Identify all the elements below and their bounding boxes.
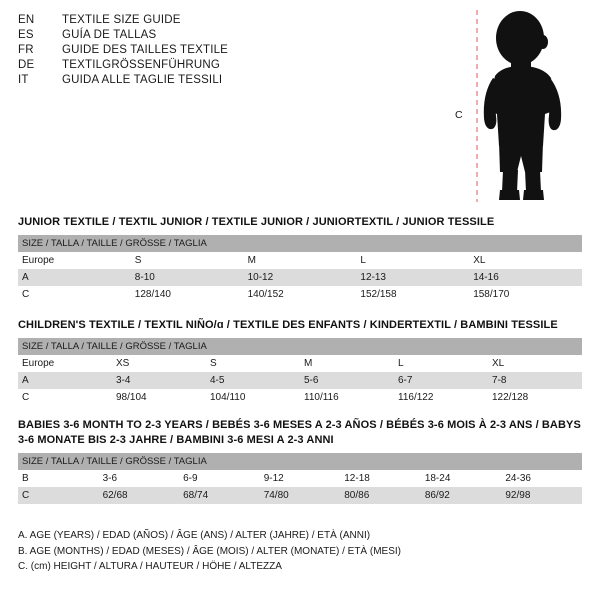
row-label: A bbox=[18, 269, 131, 286]
language-code: EN bbox=[18, 14, 35, 26]
row-cell: XS bbox=[112, 355, 206, 372]
row-cell: 80/86 bbox=[340, 487, 421, 504]
row-cell: 8-10 bbox=[131, 269, 244, 286]
row-cell: 4-5 bbox=[206, 372, 300, 389]
table-row bbox=[18, 470, 582, 487]
row-cell: 152/158 bbox=[356, 286, 469, 303]
section-title-children: CHILDREN'S TEXTILE / TEXTIL NIÑO/ɑ / TEXTILE DES ENFANTS / KINDERTEXTIL / BAMBINI TESSILE bbox=[18, 319, 558, 331]
row-cell: 116/122 bbox=[394, 389, 488, 406]
row-cell: 9-12 bbox=[260, 470, 341, 487]
row-cell: 12-13 bbox=[356, 269, 469, 286]
row-cell: XL bbox=[488, 355, 582, 372]
language-code: IT bbox=[18, 74, 29, 86]
row-label: Europe bbox=[18, 252, 131, 269]
row-label: C bbox=[18, 286, 131, 303]
table-row bbox=[18, 252, 582, 269]
toddler-figure bbox=[455, 6, 590, 206]
language-row bbox=[18, 74, 438, 86]
children-size-table bbox=[18, 338, 582, 406]
section-children bbox=[18, 318, 582, 406]
section-junior bbox=[18, 215, 582, 303]
table-row bbox=[18, 355, 582, 372]
silhouette-body bbox=[484, 11, 561, 200]
row-cell: 14-16 bbox=[469, 269, 582, 286]
row-cell: 24-36 bbox=[501, 470, 582, 487]
row-cell: 3-4 bbox=[112, 372, 206, 389]
table-header-label: SIZE / TALLA / TAILLE / GRÖSSE / TAGLIA bbox=[18, 235, 582, 252]
row-cell: XL bbox=[469, 252, 582, 269]
row-cell: 122/128 bbox=[488, 389, 582, 406]
row-cell: S bbox=[206, 355, 300, 372]
language-code: DE bbox=[18, 59, 35, 71]
row-cell: 104/110 bbox=[206, 389, 300, 406]
row-cell: 98/104 bbox=[112, 389, 206, 406]
table-row bbox=[18, 372, 582, 389]
height-measure-label: C bbox=[455, 109, 463, 121]
row-cell: 158/170 bbox=[469, 286, 582, 303]
footnote-b: B. AGE (MONTHS) / EDAD (MESES) / ÂGE (MOIS) / ALTER (MONATE) / ETÀ (MESI) bbox=[18, 545, 401, 557]
row-cell: 74/80 bbox=[260, 487, 341, 504]
row-cell: 18-24 bbox=[421, 470, 502, 487]
language-title: GUÍA DE TALLAS bbox=[62, 29, 157, 41]
junior-size-table bbox=[18, 235, 582, 303]
language-title: GUIDA ALLE TAGLIE TESSILI bbox=[62, 74, 223, 86]
row-cell: M bbox=[244, 252, 357, 269]
row-cell: 68/74 bbox=[179, 487, 260, 504]
table-header-row bbox=[18, 453, 582, 470]
row-cell: M bbox=[300, 355, 394, 372]
footnote-a: A. AGE (YEARS) / EDAD (AÑOS) / ÂGE (ANS) / ALTER (JAHRE) / ETÀ (ANNI) bbox=[18, 530, 371, 541]
language-row bbox=[18, 29, 438, 41]
table-row bbox=[18, 269, 582, 286]
row-cell: L bbox=[356, 252, 469, 269]
row-cell: S bbox=[131, 252, 244, 269]
row-cell: 3-6 bbox=[99, 470, 180, 487]
language-row bbox=[18, 14, 438, 26]
language-code: FR bbox=[18, 44, 34, 56]
footnote-block bbox=[18, 528, 582, 575]
row-cell: 92/98 bbox=[501, 487, 582, 504]
row-cell: 5-6 bbox=[300, 372, 394, 389]
table-header-label: SIZE / TALLA / TAILLE / GRÖSSE / TAGLIA bbox=[18, 338, 582, 355]
table-header-label: SIZE / TALLA / TAILLE / GRÖSSE / TAGLIA bbox=[18, 453, 582, 470]
row-cell: 128/140 bbox=[131, 286, 244, 303]
language-title: TEXTILE SIZE GUIDE bbox=[62, 14, 181, 26]
language-title-block bbox=[18, 14, 438, 89]
language-code: ES bbox=[18, 29, 34, 41]
row-cell: 62/68 bbox=[99, 487, 180, 504]
table-row bbox=[18, 487, 582, 504]
row-cell: 6-9 bbox=[179, 470, 260, 487]
babies-size-table bbox=[18, 453, 582, 504]
row-label: A bbox=[18, 372, 112, 389]
table-row bbox=[18, 389, 582, 406]
row-cell: 86/92 bbox=[421, 487, 502, 504]
row-cell: 6-7 bbox=[394, 372, 488, 389]
row-label: B bbox=[18, 470, 99, 487]
language-row bbox=[18, 59, 438, 71]
section-babies bbox=[18, 418, 582, 504]
table-header-row bbox=[18, 338, 582, 355]
section-title-junior: JUNIOR TEXTILE / TEXTIL JUNIOR / TEXTILE JUNIOR / JUNIORTEXTIL / JUNIOR TESSILE bbox=[18, 216, 495, 228]
row-label: Europe bbox=[18, 355, 112, 372]
row-cell: L bbox=[394, 355, 488, 372]
table-header-row bbox=[18, 235, 582, 252]
language-title: GUIDE DES TAILLES TEXTILE bbox=[62, 44, 229, 56]
row-cell: 110/116 bbox=[300, 389, 394, 406]
row-label: C bbox=[18, 487, 99, 504]
table-row bbox=[18, 286, 582, 303]
row-cell: 7-8 bbox=[488, 372, 582, 389]
toddler-silhouette-icon bbox=[455, 6, 590, 206]
row-cell: 140/152 bbox=[244, 286, 357, 303]
row-cell: 10-12 bbox=[244, 269, 357, 286]
language-row bbox=[18, 44, 438, 56]
section-title-babies: BABIES 3-6 MONTH TO 2-3 YEARS / BEBÉS 3-6 MESES A 2-3 AÑOS / BÉBÉS 3-6 MOIS À 2-3 ANS / BABYS 3-6 MONATE BIS 2-3 JAHRE / BAMBINI 3-6 MESI A 2-3 ANNI bbox=[18, 419, 581, 446]
row-cell: 12-18 bbox=[340, 470, 421, 487]
row-label: C bbox=[18, 389, 112, 406]
language-title: TEXTILGRÖSSENFÜHRUNG bbox=[62, 59, 220, 71]
footnote-c: C. (cm) HEIGHT / ALTURA / HAUTEUR / HÖHE / ALTEZZA bbox=[18, 561, 282, 572]
